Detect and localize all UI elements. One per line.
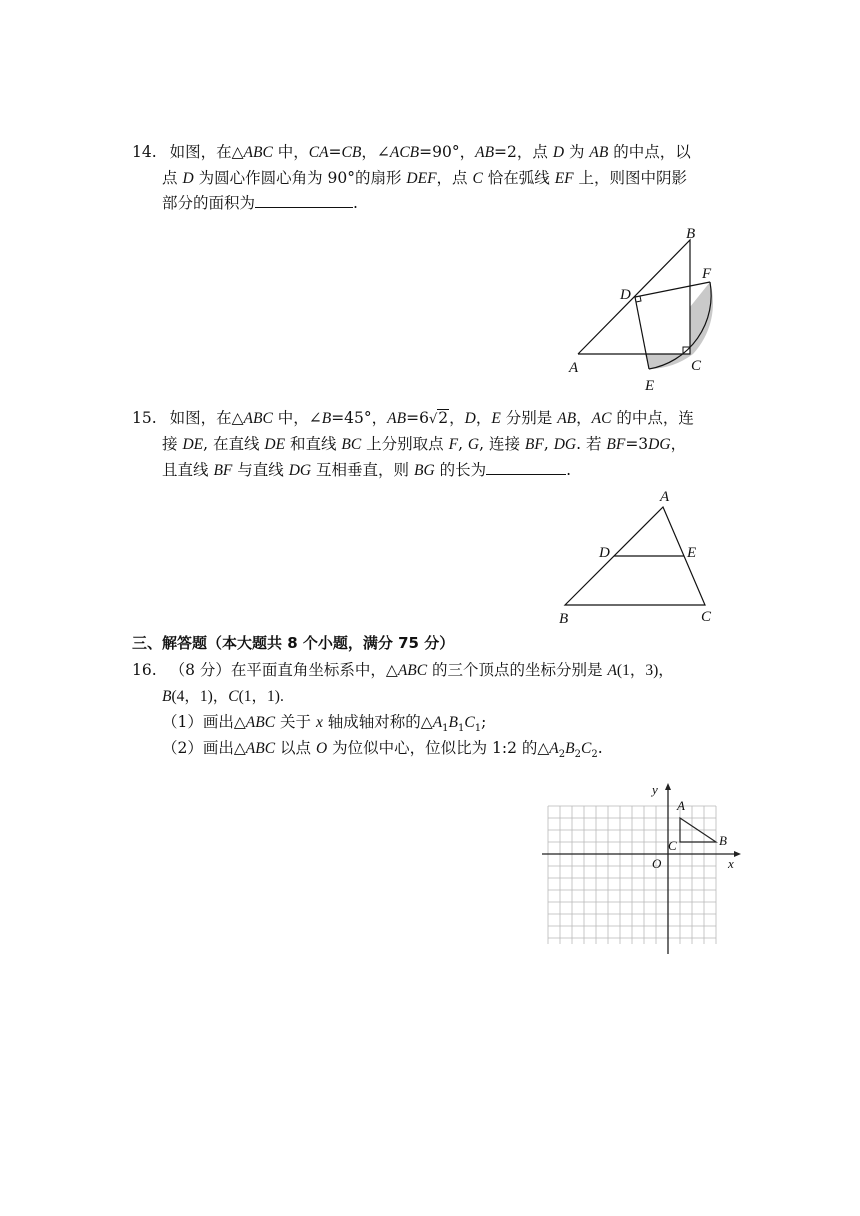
section-3-heading: 三、解答题（本大题共 8 个小题，满分 75 分） — [132, 634, 455, 652]
grid-label-O: O — [652, 856, 662, 871]
q14-label-D: D — [620, 287, 631, 303]
grid-label-y: y — [652, 782, 658, 797]
q15-label-C: C — [701, 609, 712, 625]
q14-line-3: 部分的面积为 . — [162, 194, 358, 212]
q14-answer-blank[interactable] — [255, 193, 353, 208]
q16-line-1 — [132, 660, 674, 681]
x-axis-arrow — [734, 851, 741, 857]
q16-line-2: B(4，1)，C(1，1). — [162, 688, 284, 705]
q15-line-1 — [132, 408, 694, 430]
q16-number: 16. — [132, 661, 157, 679]
grid-label-A: A — [677, 798, 685, 813]
grid-label-x: x — [728, 856, 734, 871]
grid-label-B: B — [719, 833, 727, 848]
q14-label-B: B — [686, 226, 696, 242]
q15-label-D: D — [599, 545, 610, 561]
q15-label-E: E — [687, 545, 697, 561]
q15-line-2: 接 DE, 在直线 DE 和直线 BC 上分别取点 F, G, 连接 BF, DG. 若 BF=3DG， — [162, 435, 687, 453]
q14-label-E: E — [645, 378, 655, 394]
q16-part-2: （2）画出△ABC 以点 O 为位似中心，位似比为 1:2 的$\triangle A_2B_2C_2$. — [162, 739, 603, 761]
q14-text-1: 如图，在△ABC 中，CA=CB，∠ACB=90°，AB=2，点 D 为 AB 的中点，以 — [169, 143, 691, 161]
q14-label-A: A — [569, 360, 579, 376]
q14-line-2: 点 D 为圆心作圆心角为 90°的扇形 DEF，点 C 恰在弧线 EF 上，则图中阴影 — [162, 169, 688, 187]
y-axis-arrow — [665, 783, 671, 790]
q14-triangle — [578, 240, 690, 354]
q15-label-B: B — [559, 611, 569, 627]
q14-shaded-lower — [645, 354, 693, 369]
q14-number: 14. — [132, 143, 157, 161]
q14-label-C: C — [691, 358, 702, 374]
q14-line-1 — [132, 142, 691, 163]
q16-coordinate-grid — [538, 782, 768, 962]
q15-line-3: 且直线 BF 与直线 DG 互相垂直，则 BG 的长为 . — [162, 461, 572, 479]
q15-answer-blank[interactable] — [486, 460, 566, 475]
grid-label-C: C — [668, 838, 677, 853]
q15-label-A: A — [660, 489, 670, 505]
q14-radius-DE — [635, 297, 649, 369]
q14-figure — [560, 222, 720, 392]
grid-lines — [548, 806, 716, 944]
q15-figure — [555, 487, 725, 627]
q16-text-1: （8 分）在平面直角坐标系中，△ABC 的三个顶点的坐标分别是 A(1，3)， — [169, 661, 674, 679]
q15-number: 15. — [132, 409, 157, 427]
q15-text-1: 如图，在△ABC 中，∠B=45°，AB=6√2，D，E 分别是 AB，AC 的中点，连 — [169, 409, 694, 427]
q16-part-1: （1）画出△ABC 关于 x 轴成轴对称的$\triangle A_1B_1C_1$; — [162, 713, 487, 735]
q14-label-F: F — [702, 266, 712, 282]
